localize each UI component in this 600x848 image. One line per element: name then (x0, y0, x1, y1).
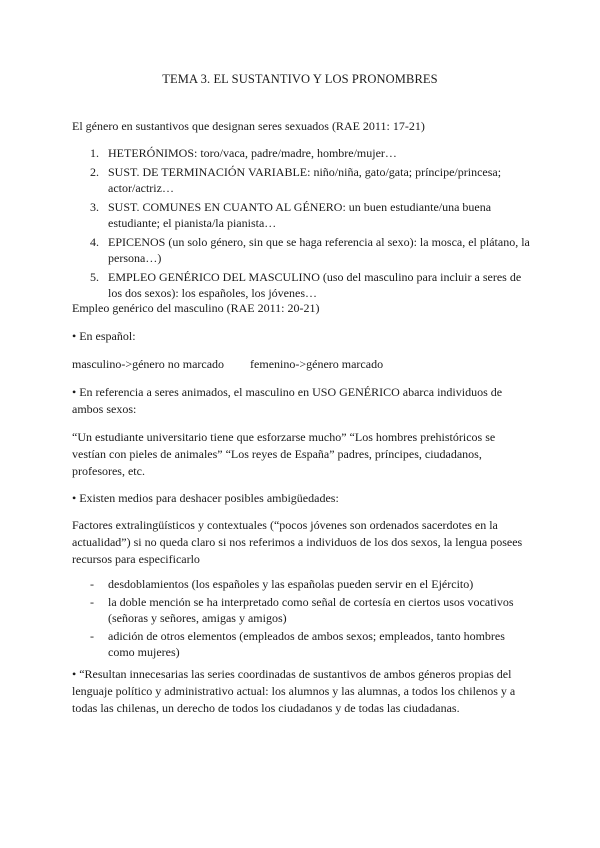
dash-list (90, 576, 530, 662)
feminine-marked: femenino->género marcado (250, 357, 384, 371)
list-item-text: adición de otros elementos (empleados de ambos sexos; empleados, tanto hombres como mujeres) (108, 628, 505, 659)
list-item-text: EPICENOS (un solo género, sin que se haga referencia al sexo): la mosca, el plátano, la persona…) (108, 234, 530, 265)
quote-paragraph: • “Resultan innecesarias las series coordinadas de sustantivos de ambos géneros propias del lenguaje político y administrativo actual: los alumnos y las alumnas, a todos los chilenos y a todas las chilenas, un derecho de todos los ciudadanos y de todas las ciudadanas. (72, 667, 516, 715)
list-item (90, 164, 530, 197)
list-item-number: 1. (90, 146, 99, 160)
section-heading-empleo: Empleo genérico del masculino (RAE 2011: 20-21) (72, 301, 320, 315)
bullet-animados: • En referencia a seres animados, el masculino en USO GENÉRICO abarca individuos de ambos sexos: (72, 385, 503, 416)
list-item (90, 234, 530, 267)
list-item-text: HETERÓNIMOS: toro/vaca, padre/madre, hombre/mujer… (108, 146, 397, 160)
list-item-text: EMPLEO GENÉRICO DEL MASCULINO (uso del masculino para incluir a seres de los dos sexos): los españoles, los jóvenes… (108, 269, 522, 300)
list-item-text: SUST. DE TERMINACIÓN VARIABLE: niño/niña, gato/gata; príncipe/princesa; actor/actriz… (108, 164, 502, 195)
list-item-number: 4. (90, 234, 99, 249)
masculine-unmarked: masculino->género no marcado (72, 357, 225, 371)
list-item (90, 594, 530, 627)
numbered-list (90, 145, 530, 304)
list-item (90, 199, 530, 232)
gender-marking-line (72, 356, 530, 373)
list-item-text: desdoblamientos (los españoles y las españolas pueden servir en el Ejército) (108, 577, 474, 591)
list-item-number: 5. (90, 269, 99, 284)
list-item (90, 628, 530, 661)
factores-paragraph: Factores extralingüísticos y contextuales (“pocos jóvenes son ordenados sacerdotes en la actualidad”) si no queda claro si nos referimos a individuos de los dos sexos, la lengua posees recursos para especificarlo (72, 518, 523, 566)
dash-marker: - (90, 577, 94, 591)
bullet-medios: • Existen medios para deshacer posibles ambigüedades: (72, 491, 339, 505)
page-title: TEMA 3. EL SUSTANTIVO Y LOS PRONOMBRES (162, 72, 438, 86)
list-item-number: 3. (90, 199, 99, 214)
examples-paragraph: “Un estudiante universitario tiene que esforzarse mucho” “Los hombres prehistóricos se vestían con pieles de animales” “Los reyes de España” padres, príncipes, ciudadanos, profesores, etc. (72, 430, 496, 478)
section-heading-genero: El género en sustantivos que designan seres sexuados (RAE 2011: 17-21) (72, 119, 425, 133)
list-item-number: 2. (90, 164, 99, 179)
list-item (90, 269, 530, 302)
list-item-text: la doble mención se ha interpretado como señal de cortesía en ciertos usos vocativos (señoras y señores, amigas y amigos) (108, 594, 514, 625)
bullet-espanol: • En español: (72, 329, 136, 343)
list-item (90, 145, 530, 162)
list-item (90, 576, 530, 593)
dash-marker: - (90, 594, 94, 609)
dash-marker: - (90, 628, 94, 643)
list-item-text: SUST. COMUNES EN CUANTO AL GÉNERO: un buen estudiante/una buena estudiante; el pianista/la pianista… (108, 199, 492, 230)
